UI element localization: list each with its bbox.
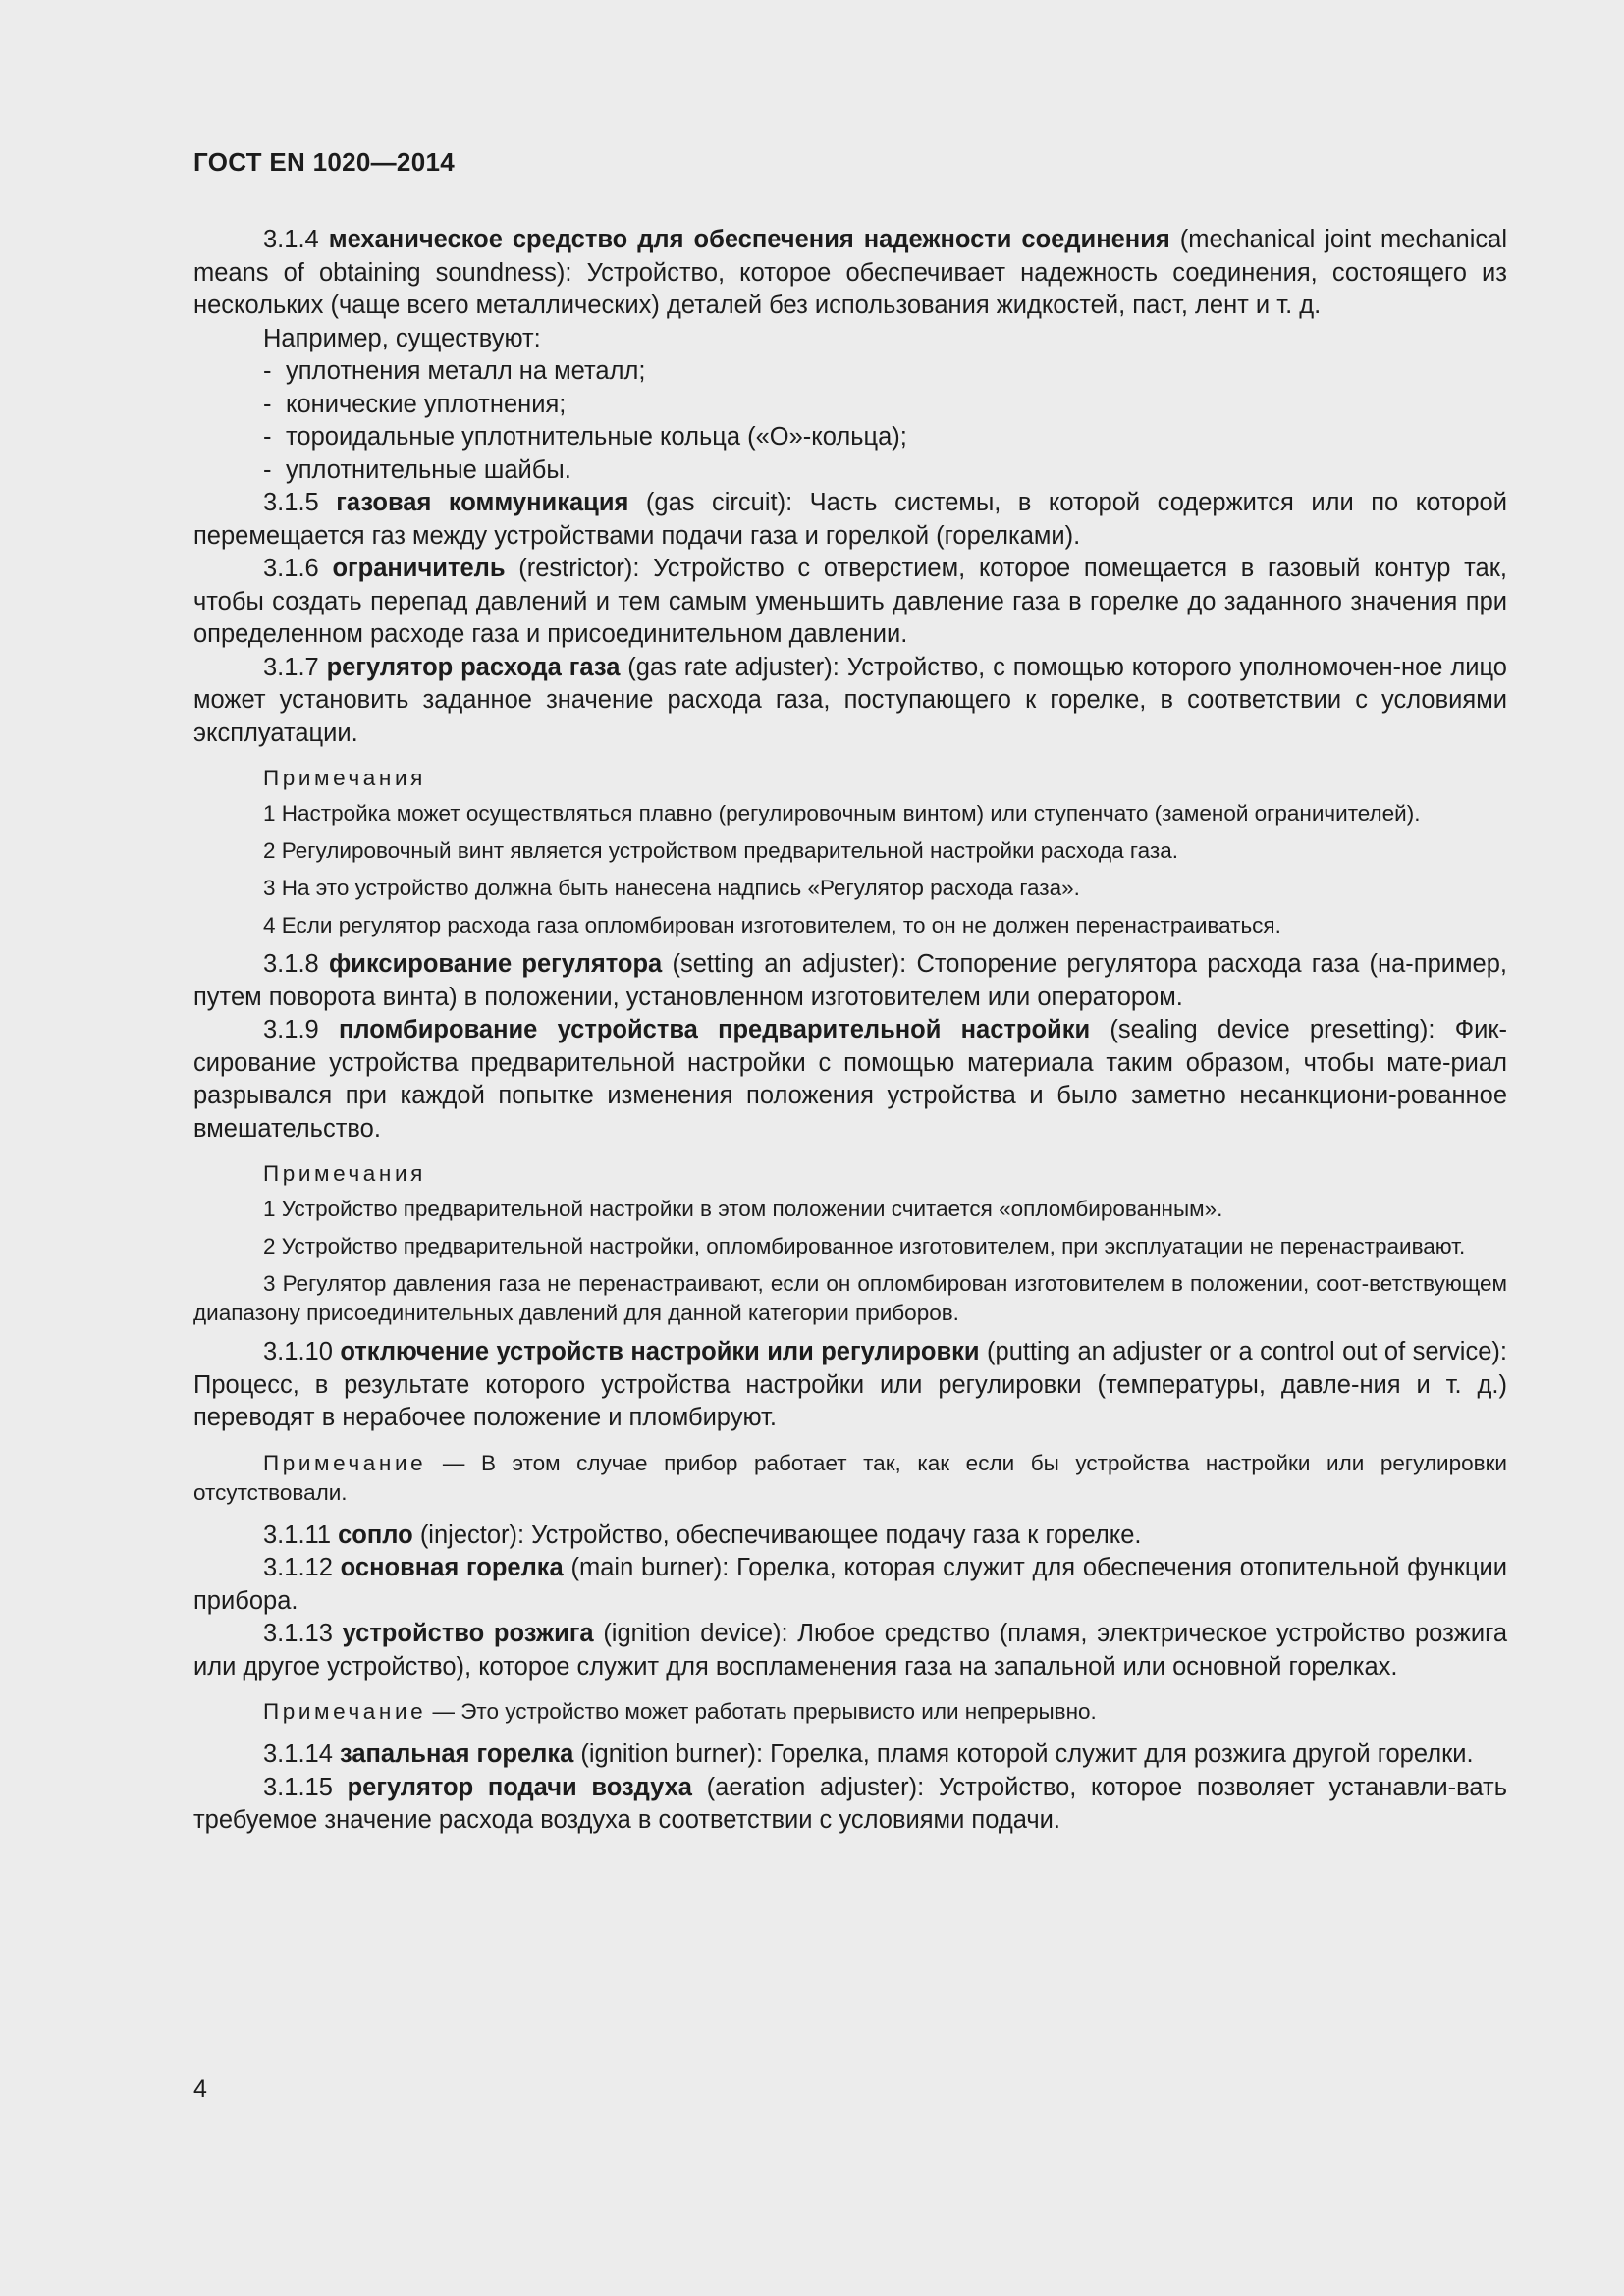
definition-text: (injector): Устройство, обеспечивающее подачу газа к горелке. — [419, 1521, 1142, 1549]
definition-text: (ignition burner): Горелка, пламя которой служит для розжига другой горелки. — [580, 1740, 1474, 1768]
note-item: 3 Регулятор давления газа не перенастраивают, если он опломбирован изготовителем в положении, соот-ветствующем диапазону присоединительных давлений для данной категории приборов. — [193, 1271, 1507, 1325]
definition-text: (aeration adjuster): Устройство, которое позволяет устанавли-вать требуемое значение расхода воздуха в соответствии с условиями подачи. — [193, 1773, 1507, 1834]
term: сопло — [338, 1521, 413, 1549]
note-item: 1 Устройство предварительной настройки в этом положении считается «опломбированным». — [263, 1197, 1223, 1221]
definition-text: (sealing device presetting): Фик-сирование устройства предварительной настройки с помощью материала таким образом, чтобы мате-риал разрывался при каждой попытке изменения положения устройства и было заметно несанкциони-рованное вмешательство. — [193, 1016, 1507, 1143]
definition-text: (setting an adjuster): Стопорение регулятора расхода газа (на-пример, путем поворота винта) в положении, установленном изготовителем или оператором. — [193, 950, 1507, 1011]
clause-number: 3.1.4 — [263, 226, 319, 253]
term: ограничитель — [332, 555, 506, 582]
definition-3-1-10 — [193, 1336, 1507, 1435]
notes-heading: Примечания — [263, 1161, 426, 1186]
definition-text: (mechanical joint mechanical means of obtaining soundness): Устройство, которое обеспечивает надежность соединения, состоящего из нескольких (чаще всего металлических) деталей без использования жидкостей, паст, лент и т. д. — [193, 226, 1508, 319]
note-item: 1 Настройка может осуществляться плавно (регулировочным винтом) или ступенчато (заменой ограничителей). — [263, 801, 1421, 826]
dash-bullet: - — [263, 390, 272, 418]
document-body — [193, 224, 1507, 1838]
dash-bullet: - — [263, 455, 272, 484]
clause-number: 3.1.10 — [263, 1338, 333, 1365]
list-item: - уплотнительные шайбы. — [193, 454, 1507, 488]
clause-number: 3.1.8 — [263, 950, 319, 978]
definition-3-1-6 — [193, 553, 1507, 652]
note-item: 2 Регулировочный винт является устройством предварительной настройки расхода газа. — [263, 838, 1178, 863]
document-code-header: ГОСТ EN 1020—2014 — [193, 147, 455, 177]
definition-text: (putting an adjuster or a control out of service): Процесс, в результате которого устройства настройки или регулировки (температуры, давле-ния и т. д.) переводят в нерабочее положение и пломбируют. — [193, 1338, 1507, 1431]
clause-number: 3.1.6 — [263, 555, 319, 582]
clause-number: 3.1.11 — [263, 1521, 332, 1549]
term: регулятор расхода газа — [326, 653, 621, 681]
clause-number: 3.1.14 — [263, 1740, 333, 1768]
definition-text: (ignition device): Любое средство (пламя, электрическое устройство розжига или другое устройство), которое служит для воспламенения газа на запальной или основной горелках. — [193, 1620, 1507, 1681]
term: фиксирование регулятора — [328, 950, 663, 978]
definition-3-1-13 — [193, 1618, 1507, 1683]
clause-number: 3.1.7 — [263, 653, 319, 681]
term: механическое средство для обеспечения надежности соединения — [328, 226, 1170, 253]
definition-3-1-8 — [193, 948, 1507, 1014]
note-3-1-10 — [193, 1449, 1507, 1508]
term: устройство розжига — [342, 1620, 594, 1647]
clause-number: 3.1.5 — [263, 489, 319, 516]
definition-text: (gas circuit): Часть системы, в которой содержится или по которой перемещается газ между устройствами подачи газа и горелкой (горелками). — [193, 489, 1507, 550]
definition-3-1-15 — [193, 1772, 1507, 1838]
term: пломбирование устройства предварительной настройки — [338, 1016, 1091, 1043]
example-intro: Например, существуют: — [263, 324, 541, 352]
note-label: Примечание — [263, 1450, 427, 1475]
definition-3-1-9 — [193, 1014, 1507, 1146]
clause-number: 3.1.15 — [263, 1773, 333, 1801]
note-text: — В этом случае прибор работает так, как если бы устройства настройки или регулировки отсутствовали. — [193, 1450, 1507, 1505]
definition-text: (restrictor): Устройство с отверстием, которое помещается в газовый контур так, чтобы создать перепад давлений и тем самым уменьшить давление газа в горелке до заданного значения при определенном расходе газа и присоединительном давлении. — [193, 555, 1507, 648]
clause-number: 3.1.13 — [263, 1620, 333, 1647]
note-item: 2 Устройство предварительной настройки, опломбированное изготовителем, при эксплуатации не перенастраивают. — [263, 1234, 1466, 1258]
definition-3-1-11 — [193, 1520, 1507, 1553]
term: газовая коммуникация — [336, 489, 629, 516]
clause-number: 3.1.12 — [263, 1554, 333, 1581]
note-3-1-13 — [193, 1697, 1507, 1727]
clause-number: 3.1.9 — [263, 1016, 319, 1043]
definition-3-1-7 — [193, 652, 1507, 751]
notes-heading: Примечания — [263, 766, 426, 790]
term: регулятор подачи воздуха — [347, 1773, 692, 1801]
dash-bullet: - — [263, 423, 272, 451]
note-label: Примечание — [263, 1699, 427, 1724]
note-item: 3 На это устройство должна быть нанесена надпись «Регулятор расхода газа». — [263, 876, 1080, 900]
definition-text: (gas rate adjuster): Устройство, с помощью которого уполномочен-ное лицо может установить заданное значение расхода газа, поступающего к горелке, в соответствии с условиями эксплуатации. — [193, 653, 1507, 747]
definition-3-1-12 — [193, 1552, 1507, 1618]
term: отключение устройств настройки или регулировки — [340, 1338, 980, 1365]
term: запальная горелка — [340, 1740, 574, 1768]
list-item: - уплотнения металл на металл; — [193, 355, 1507, 389]
term: основная горелка — [340, 1554, 564, 1581]
definition-3-1-14 — [193, 1738, 1507, 1772]
definition-3-1-5 — [193, 487, 1507, 553]
dash-bullet: - — [263, 357, 272, 385]
list-item: - конические уплотнения; — [193, 389, 1507, 422]
list-item: - тороидальные уплотнительные кольца («О»-кольца); — [193, 421, 1507, 454]
definition-3-1-4 — [193, 224, 1507, 323]
note-item: 4 Если регулятор расхода газа опломбирован изготовителем, то он не должен перенастраиваться. — [263, 913, 1281, 937]
definition-text: (main burner): Горелка, которая служит для обеспечения отопительной функции прибора. — [193, 1554, 1507, 1615]
note-text: — Это устройство может работать прерывисто или непрерывно. — [432, 1699, 1097, 1724]
page-number: 4 — [193, 2075, 207, 2103]
